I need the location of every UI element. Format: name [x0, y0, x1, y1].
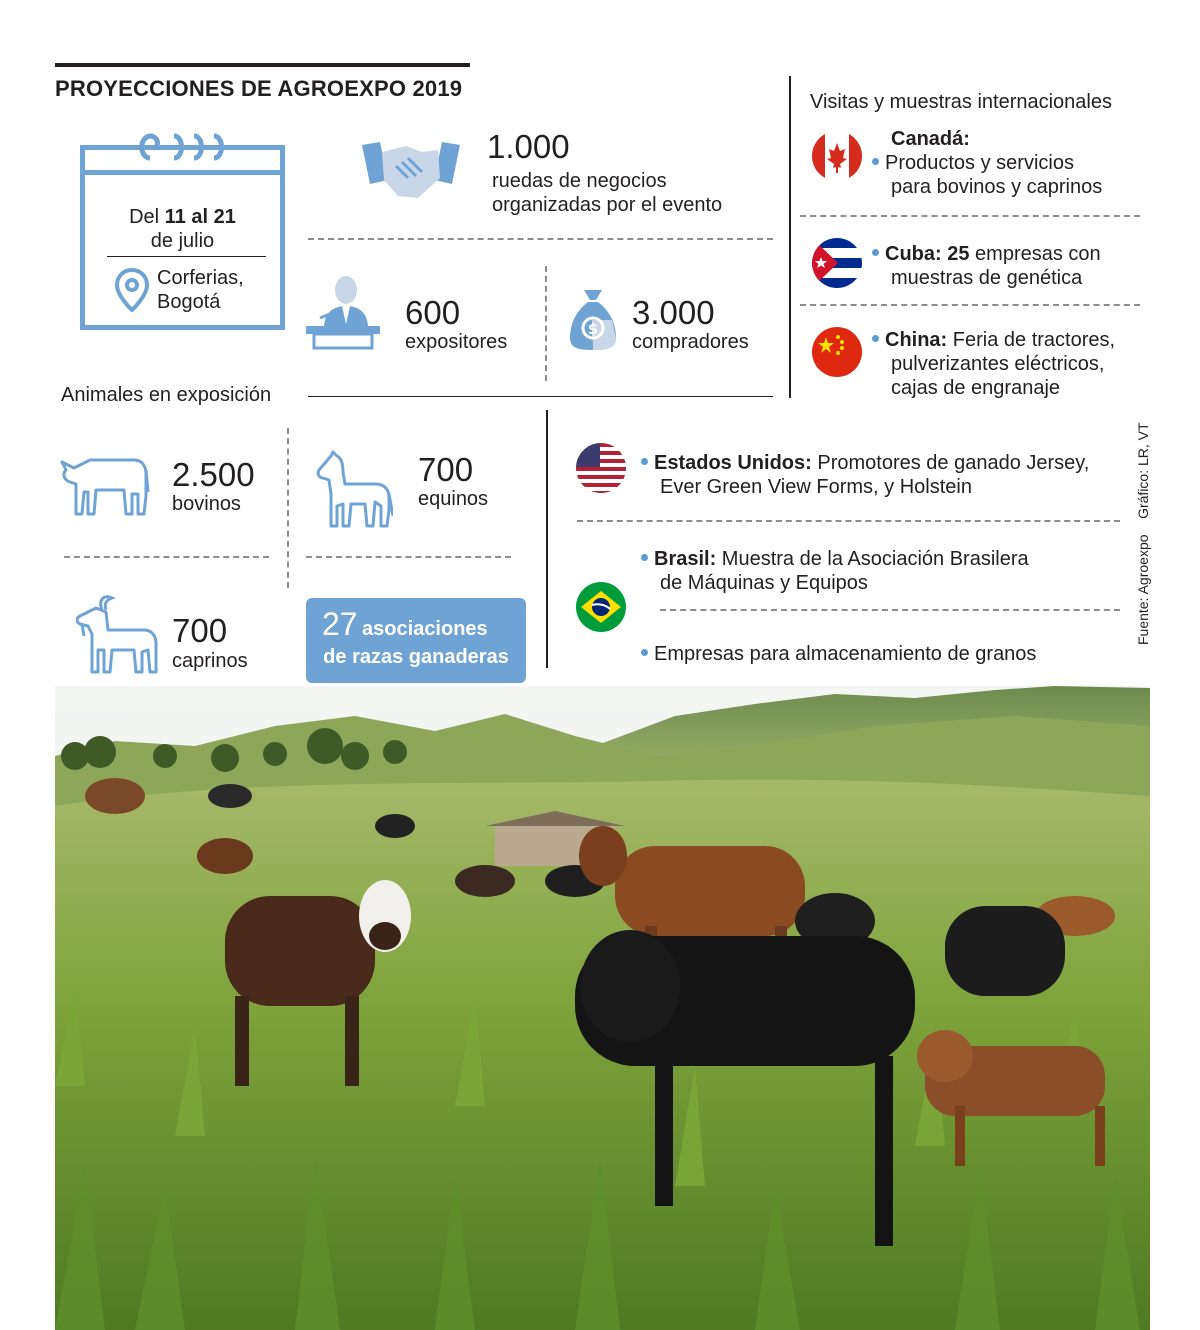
- bullet-icon: [872, 335, 879, 342]
- divider: [660, 609, 1120, 611]
- cattle-pasture-photo: [55, 686, 1150, 1330]
- cuba-text: Cuba: 25 empresas con muestras de genética: [872, 242, 1101, 290]
- event-place: Corferias, Bogotá: [157, 267, 244, 313]
- equinos-label: equinos: [418, 488, 489, 510]
- usa-flag-icon: [576, 443, 626, 493]
- international-heading: Visitas y muestras internacionales: [810, 91, 1112, 113]
- expositores-value: 600: [405, 294, 461, 331]
- caprinos-label: caprinos: [172, 650, 248, 672]
- source-grafico: Gráfico: LR, VT: [1135, 422, 1151, 519]
- usa-text: Estados Unidos: Promotores de ganado Jersey, Ever Green View Forms, y Holstein: [641, 451, 1089, 499]
- calendar-card: [80, 145, 285, 330]
- svg-text:$: $: [587, 320, 599, 338]
- bullet-icon: [641, 554, 648, 561]
- compradores-value: 3.000: [632, 294, 715, 331]
- divider: [546, 410, 548, 668]
- source-fuente: Fuente: Agroexpo: [1135, 534, 1151, 645]
- bullet-icon: [641, 649, 648, 656]
- brasil-granos-text: Empresas para almacenamiento de granos: [641, 642, 1036, 666]
- compradores-label: compradores: [632, 331, 749, 353]
- ruedas-label: ruedas de negocios organizadas por el evento: [492, 170, 723, 216]
- page-title: PROYECCIONES DE AGROEXPO 2019: [55, 76, 463, 101]
- divider: [306, 556, 511, 558]
- brasil-flag-icon: [576, 582, 626, 632]
- title-bar: [55, 63, 470, 67]
- source-credit: [1125, 422, 1155, 650]
- calendar-rings-icon: [130, 128, 240, 168]
- brasil-text: Brasil: Muestra de la Asociación Brasilera de Máquinas y Equipos: [641, 547, 1029, 595]
- handshake-icon: [362, 140, 460, 205]
- horse-icon: [315, 450, 393, 528]
- bullet-icon: [872, 158, 879, 165]
- divider: [545, 266, 547, 381]
- equinos-value: 700: [418, 451, 474, 488]
- cuba-flag-icon: [812, 238, 862, 288]
- date-range: Del 11 al 21 de julio: [129, 206, 236, 252]
- speaker-icon: [306, 274, 380, 350]
- bullet-icon: [872, 249, 879, 256]
- divider: [789, 76, 791, 398]
- asociaciones-word: asociaciones: [362, 618, 488, 640]
- bovinos-value: 2.500: [172, 456, 255, 493]
- expositores-label: expositores: [405, 331, 508, 353]
- canada-text: Canadá: Productos y servicios para bovinos y caprinos: [872, 127, 1102, 199]
- china-text: China: Feria de tractores, pulverizantes eléctricos, cajas de engranaje: [872, 328, 1115, 400]
- goat-icon: [76, 594, 158, 674]
- divider: [800, 215, 1140, 217]
- animals-heading: Animales en exposición: [61, 384, 272, 406]
- china-flag-icon: [812, 327, 862, 377]
- bovinos-label: bovinos: [172, 493, 241, 515]
- canada-flag-icon: [812, 131, 862, 181]
- divider: [64, 556, 269, 558]
- divider: [308, 396, 773, 397]
- divider: [308, 238, 773, 240]
- ruedas-value: 1.000: [487, 128, 570, 165]
- location-pin-icon: [115, 268, 149, 312]
- asociaciones-value: 27: [322, 606, 358, 642]
- divider: [800, 304, 1140, 306]
- bullet-icon: [641, 458, 648, 465]
- divider: [577, 520, 1120, 522]
- divider: [287, 428, 289, 588]
- asociaciones-badge: [306, 598, 526, 683]
- caprinos-value: 700: [172, 612, 228, 649]
- money-bag-icon: [570, 288, 616, 352]
- asociaciones-label: de razas ganaderas: [323, 646, 509, 668]
- cow-icon: [60, 456, 150, 518]
